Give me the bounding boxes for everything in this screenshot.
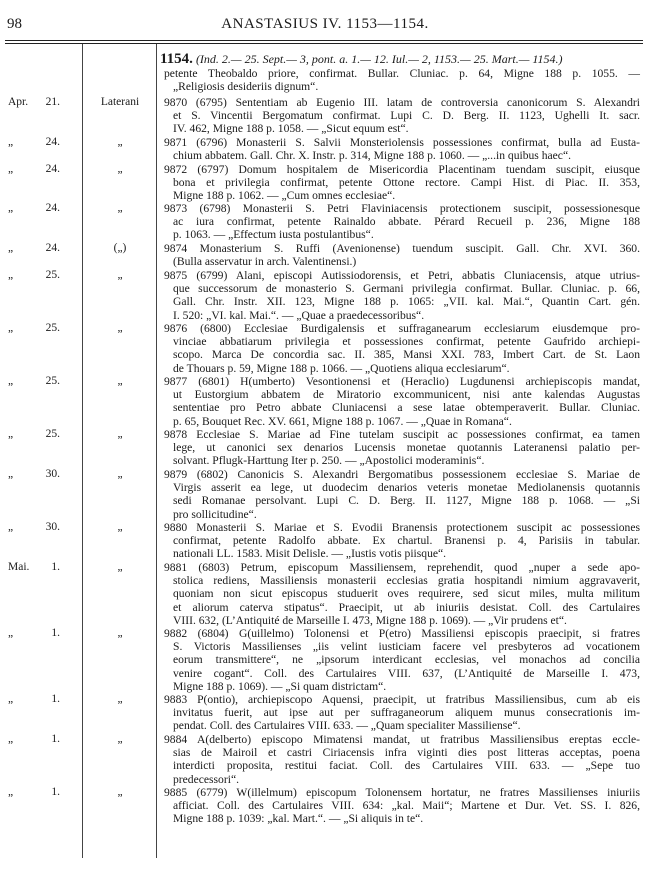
entry-month: „ — [8, 627, 14, 639]
entry-line: Migne 188 p. 1069). — „Si quam districtam“. — [173, 679, 387, 693]
entry-line: invitatus fuerit, aut ipse aut per suffraganeorum aliquem munus consecrationis im- — [173, 706, 640, 720]
entry-line: 9871 (6796) Monasterii S. Salvii Monsteriolensis possessiones confirmat, bulla ad Eusta- — [164, 136, 640, 149]
entry-line: et S. Vincentii Bergomatum confirmat. Lupi C. D. Berg. II. 1123, Ughelli It. sacr. — [173, 109, 640, 123]
entry-day: 25. — [45, 428, 60, 440]
entry-day: 1. — [51, 627, 60, 639]
running-title: ANASTASIUS IV. 1153—1154. — [221, 16, 429, 32]
entry-month: „ — [8, 428, 14, 440]
year-indiction: (Ind. 2.— 25. Sept.— 3, pont. a. 1.— 12. Iul.— 2, 1153.— 25. Mart.— 1154.) — [195, 52, 563, 66]
entry-day: 1. — [51, 561, 60, 573]
entry-day: 1. — [51, 693, 60, 705]
entry-place: „ — [117, 693, 123, 705]
entry-text — [164, 96, 640, 136]
entry-day: 24. — [45, 202, 60, 214]
entry-text — [164, 242, 640, 268]
entry-line: 9875 (6799) Alani, episcopi Autissiodorensis, et Petri, abbatis Cluniacensis, atque utrius- — [164, 269, 640, 282]
entry-line: afficiat. Coll. des Cartulaires VIII. 634: „kal. Maii“; Martene et Dur. Vet. SS. I. 826, — [173, 799, 640, 813]
entry-line: 9885 (6779) W(illelmum) episcopum Tolonensem hortatur, ne fratres Massilienses iniuriis — [164, 786, 640, 799]
entry-line: p. 1063. — „Effectum iusta postulantibus“. — [173, 228, 374, 242]
entry-place: „ — [117, 561, 123, 573]
entry-line: nationali LL. 1583. Misit Delisle. — „Iustis votis piisque“. — [173, 547, 447, 561]
entry-place: („) — [113, 242, 127, 254]
entry-line: de Thouars p. 59, Migne 188 p. 1066. — „Quotiens aliqua ecclesiarum“. — [173, 361, 510, 375]
entry-line: ac iura confirmat, petente Rainaldo abbate. Pérard Recueil p. 236, Migne 188 — [173, 215, 640, 229]
entry-line: „Religiosis desideriis dignum“. — [173, 80, 319, 94]
entry-line: interdicti proposita, restitui faciat. Coll. des Cartulaires VIII. 633. — „Sepe tuo — [173, 759, 640, 773]
entry-day: 25. — [45, 375, 60, 387]
entry-line: quoniam non sicut episcopus studuerit oves requirere, sed sicut miles, multa militum — [173, 587, 640, 601]
entry-line: stolica rediens, Massiliensis monasterii ecclesias gratia hospitandi nimium aggravaverit, — [173, 574, 640, 588]
entry-line: p. 65, Bouquet Rec. XV. 661, Migne 188 p. 1067. — „Quae in Romana“. — [173, 414, 512, 428]
entry-line: (Bulla asservatur in arch. Valentinensi.) — [173, 255, 357, 269]
entry-day: 30. — [45, 468, 60, 480]
entry-line: solvant. Pflugk-Harttung Iter p. 250. — „Apostolici moderaminis“. — [173, 454, 485, 468]
entry-line: ut Eustorgium abbatem de Miratorio excommunicent, nisi ante kalendas Augustas — [173, 388, 640, 402]
entry-day: 1. — [51, 786, 60, 798]
year-number: 1154. — [160, 51, 193, 67]
entry-line: sias de Mairoil et castri Ciriacensis infra viginti dies post litteras acceptas, poena — [173, 746, 640, 760]
entry-line: pendat. Coll. des Cartulaires VIII. 633. — „Quam specialiter Massiliense“. — [173, 719, 521, 733]
entry-line: 9876 (6800) Ecclesiae Burdigalensis et suffraganearum ecclesiarum eiusdemque pro- — [164, 322, 640, 335]
entry-month: „ — [8, 202, 14, 214]
entry-line: 9873 (6798) Monasterii S. Petri Flaviniacensis protectionem suscipit, possessionesque — [164, 202, 640, 215]
entry-line: vinciae abbatiarum privilegia et possessiones confirmat, petente Gaufrido archiepi- — [173, 335, 640, 349]
entry-day: 21. — [45, 96, 60, 108]
entry-day: 24. — [45, 242, 60, 254]
entry-text — [164, 561, 640, 627]
entry-text — [164, 786, 640, 826]
entry-day: 24. — [45, 136, 60, 148]
entry-text — [164, 693, 640, 733]
page-header — [0, 16, 650, 36]
entry-line: confirmat, petente Radolfo abbate. Ex chartul. Branensi p. 4, Parisiis in tabular. — [173, 534, 640, 548]
entry-place: „ — [117, 627, 123, 639]
entry-line: 9874 Monasterium S. Ruffi (Avenionense) tuendum suscipit. Gall. Chr. XVI. 360. — [164, 242, 640, 255]
entry-place: „ — [117, 375, 123, 387]
entry-month: „ — [8, 269, 14, 281]
entry-line: 9879 (6802) Canonicis S. Alexandri Bergomatibus possessionem ecclesiae S. Mariae de — [164, 468, 640, 481]
entry-line: 9878 Ecclesiae S. Mariae ad Fine tutelam suscipit ac possessiones confirmat, ea tamen — [164, 428, 640, 441]
entry-day: 25. — [45, 322, 60, 334]
entry-line: sententiae pro Petro abbate Cluniacensi a sese latae obtemperaverit. Bullar. Cluniac. — [173, 401, 640, 415]
entry-place: „ — [117, 468, 123, 480]
header-rule-thin — [5, 43, 643, 44]
entry-line: 9872 (6797) Domum hospitalem de Misericordia Placentinam tuendam suscipit, eiusque — [164, 163, 640, 176]
entry-day: 1. — [51, 733, 60, 745]
entry-line: petente Theobaldo priore, confirmat. Bullar. Cluniac. p. 64, Migne 188 p. 1055. — — [164, 67, 640, 80]
entry-day: 24. — [45, 163, 60, 175]
entry-line: 9870 (6795) Sententiam ab Eugenio III. latam de controversia canonicorum S. Alexandri — [164, 96, 640, 109]
entry-month: „ — [8, 693, 14, 705]
entry-place: „ — [117, 786, 123, 798]
entry-month: Mai. — [8, 561, 30, 573]
entry-text — [164, 375, 640, 428]
entry-text — [164, 322, 640, 375]
column-divider-date — [82, 44, 83, 858]
entry-place: „ — [117, 428, 123, 440]
entry-month: „ — [8, 468, 14, 480]
entry-month: „ — [8, 786, 14, 798]
entry-day: 25. — [45, 269, 60, 281]
entry-line: 9882 (6804) G(uillelmo) Tolonensi et P(etro) Massiliensi episcopis praecipit, si fratres — [164, 627, 640, 640]
entry-month: „ — [8, 322, 14, 334]
entry-line: eorum transmittere“, ne „ipsorum interdicant ecclesias, vel monachos ad concilia — [173, 653, 640, 667]
entry-line: I. 520: „VI. kal. Mai.“. — „Quae a praedecessoribus“. — [173, 308, 425, 322]
entry-text — [164, 202, 640, 242]
entry-line: 9881 (6803) Petrum, episcopum Massiliensem, reprehendit, quod „nuper a sede apo- — [164, 561, 640, 574]
entry-month: „ — [8, 136, 14, 148]
entry-month: „ — [8, 242, 14, 254]
entry-text — [164, 269, 640, 322]
entry-month: „ — [8, 521, 14, 533]
year-heading — [160, 51, 640, 68]
entry-place: „ — [117, 733, 123, 745]
entry-line: bona et privilegia confirmat, petente Ottone rectore. Campi Hist. di Piac. II. 353, — [173, 176, 640, 190]
entry-line: Virgis asserit ea lege, ut duodecim denarios veteris monetae Mediolanensis quotannis — [173, 481, 640, 495]
header-rule — [5, 40, 643, 41]
entry-month: „ — [8, 163, 14, 175]
entry-line: Migne 188 p. 1039: „kal. Mart.“. — „Si aliquis in te“. — [173, 812, 424, 826]
entry-text — [164, 67, 640, 93]
column-divider-place — [156, 44, 157, 858]
entry-line: predecessori“. — [173, 772, 239, 786]
entry-line: venire cogant“. Coll. des Cartulaires VIII. 637, (L’Antiquité de Marseille I. 473, — [173, 666, 640, 680]
entry-day: 30. — [45, 521, 60, 533]
entry-line: Migne 188 p. 1062. — „Cum omnes ecclesiae“. — [173, 189, 396, 203]
entry-line: S. Victoris Massilienses „iis velint iusticiam facere vel presbyteros ad vocationem — [173, 640, 640, 654]
entry-line: que successorum de monasterio S. Germani privilegia confirmat. Bullar. Cluniac. p. 66, — [173, 282, 640, 296]
entry-place: „ — [117, 322, 123, 334]
entry-line: et aliorum caterva stipatus“. Praecipit, ut ab iniuriis desistat. Coll. des Cartulaires — [173, 600, 640, 614]
entry-text — [164, 521, 640, 561]
entry-text — [164, 468, 640, 521]
entry-month: „ — [8, 375, 14, 387]
entry-line: IV. 462, Migne 188 p. 1058. — „Sicut equum est“. — [173, 122, 409, 136]
entry-place: „ — [117, 202, 123, 214]
entry-text — [164, 627, 640, 693]
entry-text — [164, 428, 640, 468]
entry-line: 9880 Monasterii S. Mariae et S. Evodii Branensis protectionem suscipit ac possessiones — [164, 521, 640, 534]
entry-text — [164, 136, 640, 162]
entry-line: 9883 P(ontio), archiepiscopo Aquensi, praecipit, ut fratribus Massiliensibus, cum ab eis — [164, 693, 640, 706]
entry-line: chium abbatem. Gall. Chr. X. Instr. p. 314, Migne 188 p. 1060. — „...in quibus haec“. — [173, 149, 571, 163]
entry-place: „ — [117, 521, 123, 533]
entry-place: „ — [117, 136, 123, 148]
entry-line: sedi Romanae persolvant. Lupi C. D. Berg. II. 1127, Migne 188 p. 1068. — „Si — [173, 494, 640, 508]
entry-line: scopo. Marca De concordia sac. II. 385, Mansi XXI. 783, Imbert Cart. de St. Laon — [173, 348, 640, 362]
entry-month: „ — [8, 733, 14, 745]
entry-month: Apr. — [8, 96, 29, 108]
entry-place: „ — [117, 269, 123, 281]
entry-line: pro sollicitudine“. — [173, 507, 257, 521]
entry-place: Laterani — [100, 96, 140, 108]
entry-line: lege, ut canonici sex denarios Lucensis monetae quotannis Lateranensi palatio per- — [173, 441, 640, 455]
entry-line: Gall. Chr. Instr. XII. 123, Migne 188 p. 1065: „VII. kal. Mai.“, Quantin Cart. gén. — [173, 295, 640, 309]
page-number: 98 — [7, 16, 22, 32]
entry-line: VIII. 632, (L’Antiquité de Marseille I. 473, Migne 188 p. 1069). — „Vir prudens et“. — [173, 613, 567, 627]
entry-text — [164, 163, 640, 203]
entry-text — [164, 733, 640, 786]
entry-line: 9884 A(delberto) episcopo Mimatensi mandat, ut fratribus Massiliensibus ereptas eccle- — [164, 733, 640, 746]
entry-place: „ — [117, 163, 123, 175]
entry-line: 9877 (6801) H(umberto) Vesontionensi et (Heraclio) Lugdunensi archiepiscopis mandat, — [164, 375, 640, 388]
